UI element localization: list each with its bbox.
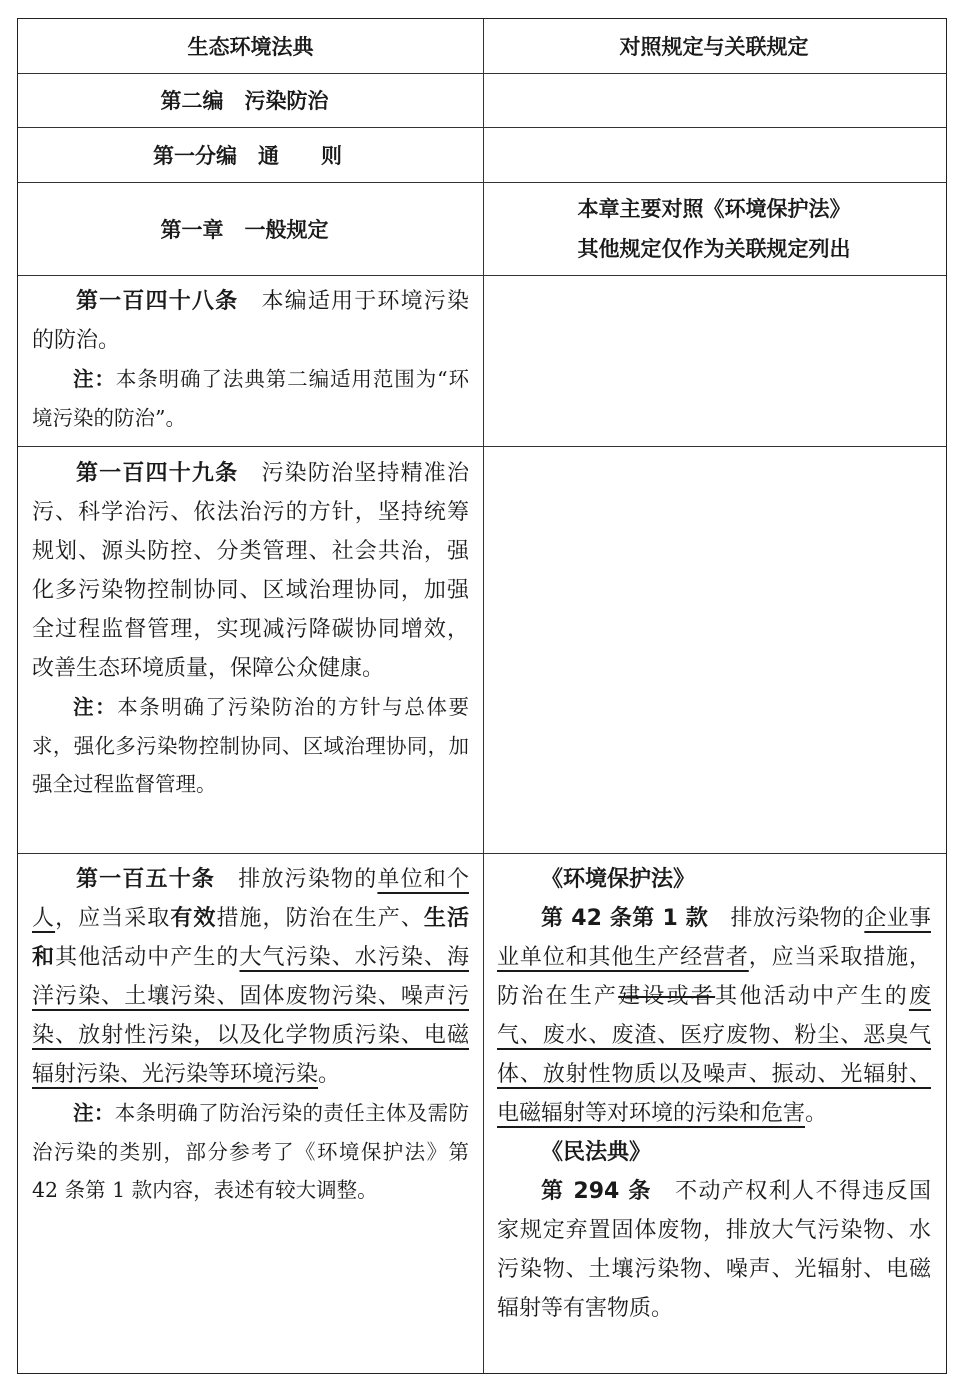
article-label: 第一百四十八条	[76, 289, 239, 314]
text-segment: 措施，防治在生产、	[216, 906, 424, 931]
ref-label: 第 42 条第 1 款	[541, 906, 709, 931]
note-text: 本条明确了污染防治的方针与总体要求，强化多污染物控制协同、区域治理协同，加强全过程监督管理。	[32, 695, 470, 796]
header-row	[18, 19, 946, 73]
article-label: 第一百四十九条	[76, 461, 239, 486]
article-label: 第一百五十条	[76, 867, 216, 892]
article-148	[18, 275, 483, 446]
underlined-text: 废气、废水、废渣、医疗废物、粉尘、恶臭气体、放射性物质以及噪声、振动、光辐射、电磁辐射等对环境的污染和危害	[497, 984, 931, 1126]
article-148-row	[18, 275, 946, 446]
subpart-row	[18, 127, 946, 182]
article-text: 本编适用于环境污染的防治。	[32, 289, 469, 353]
note-label: 注：	[73, 367, 116, 391]
related-provisions	[483, 853, 945, 1375]
article-149-row	[18, 446, 946, 853]
text-segment: ，应当采取措施，防治在生产	[497, 945, 931, 1009]
note-label: 注：	[73, 1101, 115, 1125]
part-row	[18, 73, 946, 127]
text-segment: 其他活动中产生的	[715, 984, 909, 1009]
article-text: 污染防治坚持精准治污、科学治污、依法治污的方针，坚持统筹规划、源头防控、分类管理、社会共治，强化多污染物控制协同、区域治理协同，加强全过程监督管理，实现减污降碳协同增效，改善生态环境质量，保障公众健康。	[32, 461, 469, 681]
ref-law-title: 《民法典》	[541, 1140, 652, 1165]
text-segment: 。	[318, 1062, 341, 1087]
header-right: 对照规定与关联规定	[619, 35, 809, 59]
article-150-row	[18, 853, 946, 1375]
underlined-text: 大气污染、水污染、海洋污染、土壤污染、固体废物污染、噪声污染、放射性污染，以及化学物质污染、电磁辐射污染、光污染等环境污染	[32, 945, 469, 1087]
chapter-note-line2: 其他规定仅作为关联规定列出	[577, 236, 851, 261]
ref-text: 不动产权利人不得违反国家规定弃置固体废物，排放大气污染物、水污染物、土壤污染物、噪声、光辐射、电磁辐射等有害物质。	[497, 1179, 931, 1321]
chapter-note	[483, 182, 945, 275]
text-segment: 排放污染物的	[238, 867, 378, 892]
text-segment: 排放污染物的	[730, 906, 865, 931]
note-text: 本条明确了法典第二编适用范围为“环境污染的防治”。	[32, 367, 470, 430]
note-text: 本条明确了防治污染的责任主体及需防治污染的类别，部分参考了《环境保护法》第 42 条第 1 款内容，表述有较大调整。	[32, 1101, 470, 1202]
underlined-text: 单位和个人	[32, 867, 469, 931]
text-segment: ，应当采取	[55, 906, 171, 931]
header-left: 生态环境法典	[187, 35, 314, 59]
ref-label: 第 294 条	[541, 1179, 652, 1204]
chapter-row	[18, 182, 946, 275]
part-title: 第二编 污染防治	[160, 89, 329, 113]
article-150	[18, 853, 483, 1375]
subpart-title: 第一分编 通 则	[153, 143, 342, 168]
text-segment: 其他活动中产生的	[55, 945, 240, 970]
note-label: 注：	[73, 695, 118, 719]
ref-law-title: 《环境保护法》	[541, 867, 696, 892]
text-segment: 。	[805, 1101, 828, 1126]
bold-text: 有效	[170, 906, 217, 931]
underlined-text: 企业事业单位和其他生产经营者	[497, 906, 931, 970]
chapter-title: 第一章 一般规定	[160, 217, 329, 242]
article-149	[18, 446, 483, 853]
comparison-table	[17, 18, 947, 1374]
bold-text: 生活和	[32, 906, 469, 970]
chapter-note-line1: 本章主要对照《环境保护法》	[577, 196, 851, 221]
struck-text: 建设或者	[618, 984, 716, 1009]
